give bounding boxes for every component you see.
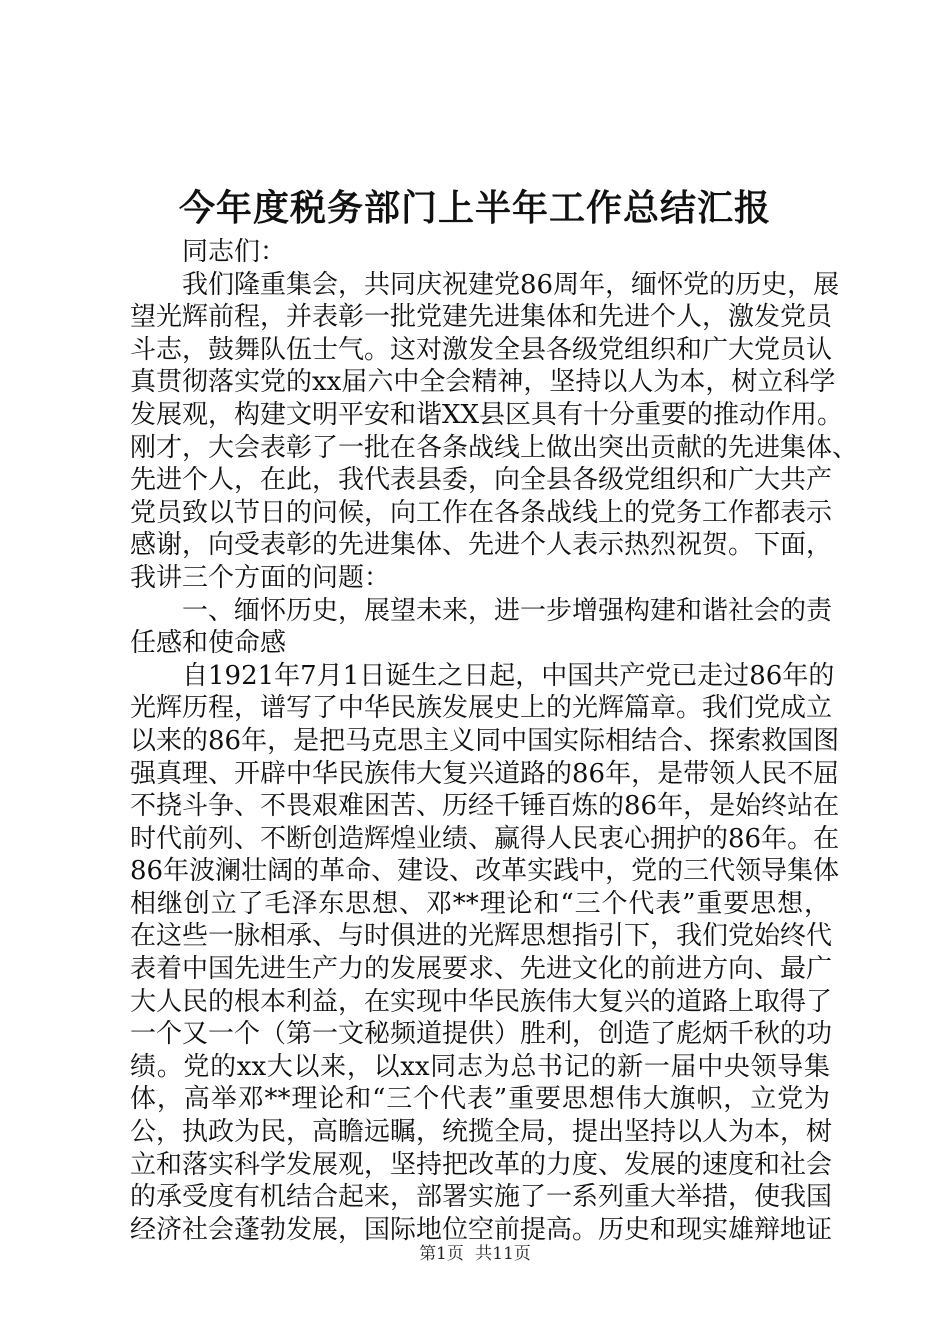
text-line: 绩。党的xx大以来，以xx同志为总书记的新一届中央领导集	[130, 1051, 830, 1082]
page-total: 共11页	[475, 1244, 531, 1264]
text-line: 时代前列、不断创造辉煌业绩、赢得人民衷心拥护的86年。在	[130, 823, 840, 854]
text-line: 任感和使命感	[130, 628, 287, 659]
text-line: 先进个人，在此，我代表县委，向全县各级党组织和广大共产	[130, 465, 833, 496]
text-line: 发展观，构建文明平安和谐XX县区具有十分重要的推动作用。	[130, 399, 844, 430]
page-number: 第1页	[419, 1244, 464, 1264]
text-line: 经济社会蓬勃发展，国际地位空前提高。历史和现实雄辩地证	[130, 1214, 833, 1245]
text-line: 斗志，鼓舞队伍士气。这对激发全县各级党组织和广大党员认	[130, 334, 833, 365]
text-line: 不挠斗争、不畏艰难困苦、历经千锤百炼的86年，是始终站在	[130, 791, 840, 822]
text-line: 大人民的根本利益，在实现中华民族伟大复兴的道路上取得了	[130, 986, 833, 1017]
text-line: 相继创立了毛泽东思想、邓**理论和“三个代表”重要思想，	[130, 888, 830, 919]
text-line: 我们隆重集会，共同庆祝建党86周年，缅怀党的历史，展	[182, 269, 840, 300]
page-footer	[0, 1243, 950, 1265]
text-line: 立和落实科学发展观，坚持把改革的力度、发展的速度和社会	[130, 1149, 833, 1180]
text-line: 我讲三个方面的问题：	[130, 562, 391, 593]
text-line: 的承受度有机结合起来，部署实施了一系列重大举措，使我国	[130, 1182, 833, 1213]
text-line: 表着中国先进生产力的发展要求、先进文化的前进方向、最广	[130, 954, 833, 985]
text-line: 刚才，大会表彰了一批在各条战线上做出突出贡献的先进集体、	[130, 432, 859, 463]
text-line: 真贯彻落实党的xx届六中全会精神，坚持以人为本，树立科学	[130, 367, 836, 398]
paragraph-lines	[130, 269, 859, 1247]
text-line: 一个又一个（第一文秘频道提供）胜利，创造了彪炳千秋的功	[130, 1019, 833, 1050]
text-line: 体，高举邓**理论和“三个代表”重要思想伟大旗帜，立党为	[130, 1084, 830, 1115]
text-line: 一、缅怀历史，展望未来，进一步增强构建和谐社会的责	[182, 595, 833, 626]
text-line: 自1921年7月1日诞生之日起，中国共产党已走过86年的	[182, 660, 835, 691]
text-line: 望光辉前程，并表彰一批党建先进集体和先进个人，激发党员	[130, 302, 833, 333]
greeting-line: 同志们：	[182, 237, 287, 267]
text-line: 86年波澜壮阔的革命、建设、改革实践中，党的三代领导集体	[130, 856, 840, 887]
document-body	[130, 236, 859, 1246]
text-line: 感谢，向受表彰的先进集体、先进个人表示热烈祝贺。下面，	[130, 530, 833, 561]
text-line: 公，执政为民，高瞻远瞩，统揽全局，提出坚持以人为本，树	[130, 1117, 833, 1148]
text-line: 强真理、开辟中华民族伟大复兴道路的86年，是带领人民不屈	[130, 758, 840, 789]
text-line: 以来的86年，是把马克思主义同中国实际相结合、探索救国图	[130, 725, 840, 756]
document-title: 今年度税务部门上半年工作总结汇报	[178, 187, 771, 229]
text-line: 党员致以节日的问候，向工作在各条战线上的党务工作都表示	[130, 497, 833, 528]
text-line: 光辉历程，谱写了中华民族发展史上的光辉篇章。我们党成立	[130, 693, 833, 724]
text-line: 在这些一脉相承、与时俱进的光辉思想指引下，我们党始终代	[130, 921, 833, 952]
